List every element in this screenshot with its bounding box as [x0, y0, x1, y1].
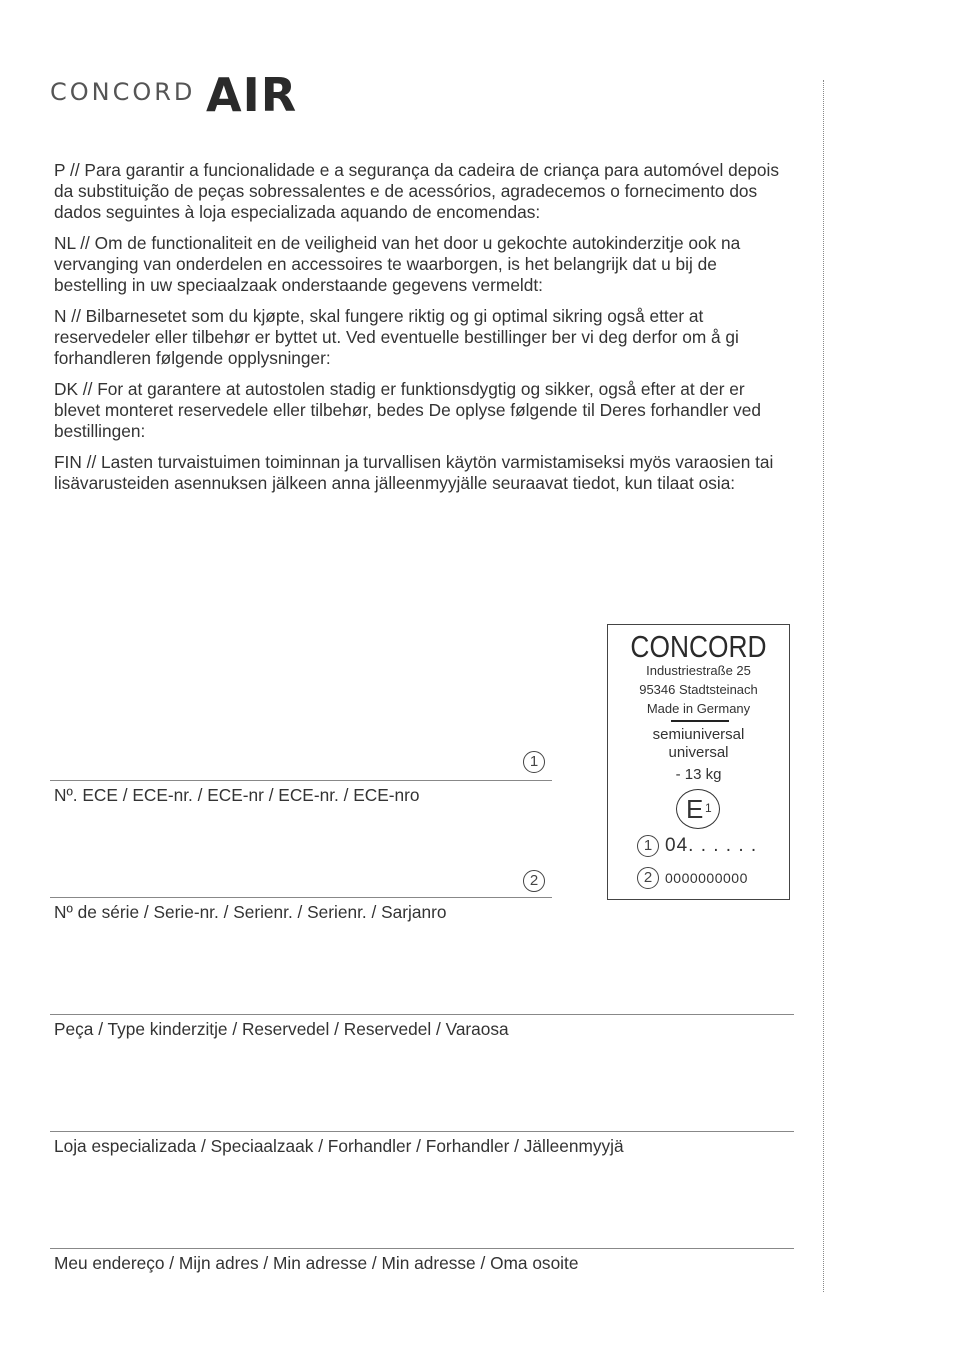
intro-paragraph-p: P // Para garantir a funcionalidade e a segurança da cadeira de criança para automóvel depois da substituição de peças sobressalentes e de acessórios, agradecemos o fornecimento dos dados seguintes à loja especializada aquando de encomendas:: [54, 160, 780, 222]
label-brand: CONCORD: [630, 629, 767, 664]
serial-field-line[interactable]: [50, 897, 552, 898]
dealer-field-line[interactable]: [50, 1131, 794, 1132]
dealer-field-label: Loja especializada / Speciaalzaak / Forhandler / Forhandler / Jälleenmyyjä: [54, 1136, 624, 1156]
label-address-line1: Industriestraße 25: [646, 663, 751, 678]
label-origin: Made in Germany: [646, 701, 751, 716]
e-mark-number: 1: [705, 801, 712, 815]
e-mark-letter: E: [686, 794, 704, 824]
address-field-label: Meu endereço / Mijn adres / Min adresse / Min adresse / Oma osoite: [54, 1253, 579, 1273]
intro-paragraph-dk: DK // For at garantere at autostolen stadig er funktionsdygtig og sikker, også efter at der er blevet monteret reservedele eller tilbehør, bedes De oplyse følgende til Deres forhandler ved bestillingen:: [54, 379, 761, 441]
label-address-line2: 95346 Stadtsteinach: [639, 682, 758, 697]
intro-paragraph-n: N // Bilbarnesetet som du kjøpte, skal fungere riktig og gi optimal sikring også etter at reservedeler eller tilbehør er byttet ut. Ved eventuelle bestillinger ber vi deg derfor om å gi forhandleren følgende opplysninger:: [54, 306, 739, 368]
ece-marker: 1: [523, 751, 545, 773]
label-ece-row: [637, 835, 757, 857]
label-serial-value: 0000000000: [665, 870, 748, 886]
serial-marker: 2: [523, 870, 545, 892]
e-approval-mark: [676, 789, 720, 829]
label-serial-marker: 2: [637, 867, 659, 889]
product-name: AIR: [206, 68, 298, 122]
intro-paragraph-fin: FIN // Lasten turvaistuimen toiminnan ja turvallisen käytön varmistamiseksi myös varaosien tai lisävarusteiden asennuksen jälkeen anna jälleenmyyjälle seuraavat tiedot, kun tilaat osia:: [54, 452, 774, 493]
label-serial-row: [637, 867, 748, 889]
serial-field-label: Nº de série / Serie-nr. / Serienr. / Serienr. / Sarjanro: [54, 902, 447, 922]
ece-field-line[interactable]: [50, 780, 552, 781]
approval-label: [607, 624, 790, 900]
label-class-universal: universal: [668, 744, 729, 761]
intro-paragraph-nl: NL // Om de functionaliteit en de veiligheid van het door u gekochte autokinderzitje ook na vervanging van onderdelen en accessoires te waarborgen, is het belangrijk dat u bij de bestelling in uw speciaalzaak onderstaande gegevens vermeldt:: [54, 233, 741, 295]
cut-line: [823, 80, 824, 1292]
intro-text: [54, 160, 794, 504]
ece-field-label: Nº. ECE / ECE-nr. / ECE-nr / ECE-nr. / ECE-nro: [54, 785, 420, 805]
part-field-label: Peça / Type kinderzitje / Reservedel / Reservedel / Varaosa: [54, 1019, 509, 1039]
label-divider: [671, 720, 729, 722]
label-ece-value: 04. . . . . .: [665, 835, 758, 856]
label-ece-marker: 1: [637, 835, 659, 857]
label-class-semiuniversal: semiuniversal: [652, 726, 745, 743]
address-field-line[interactable]: [50, 1248, 794, 1249]
part-field-line[interactable]: [50, 1014, 794, 1015]
brand-name: CONCORD: [50, 78, 196, 106]
label-weight: - 13 kg: [675, 766, 722, 783]
